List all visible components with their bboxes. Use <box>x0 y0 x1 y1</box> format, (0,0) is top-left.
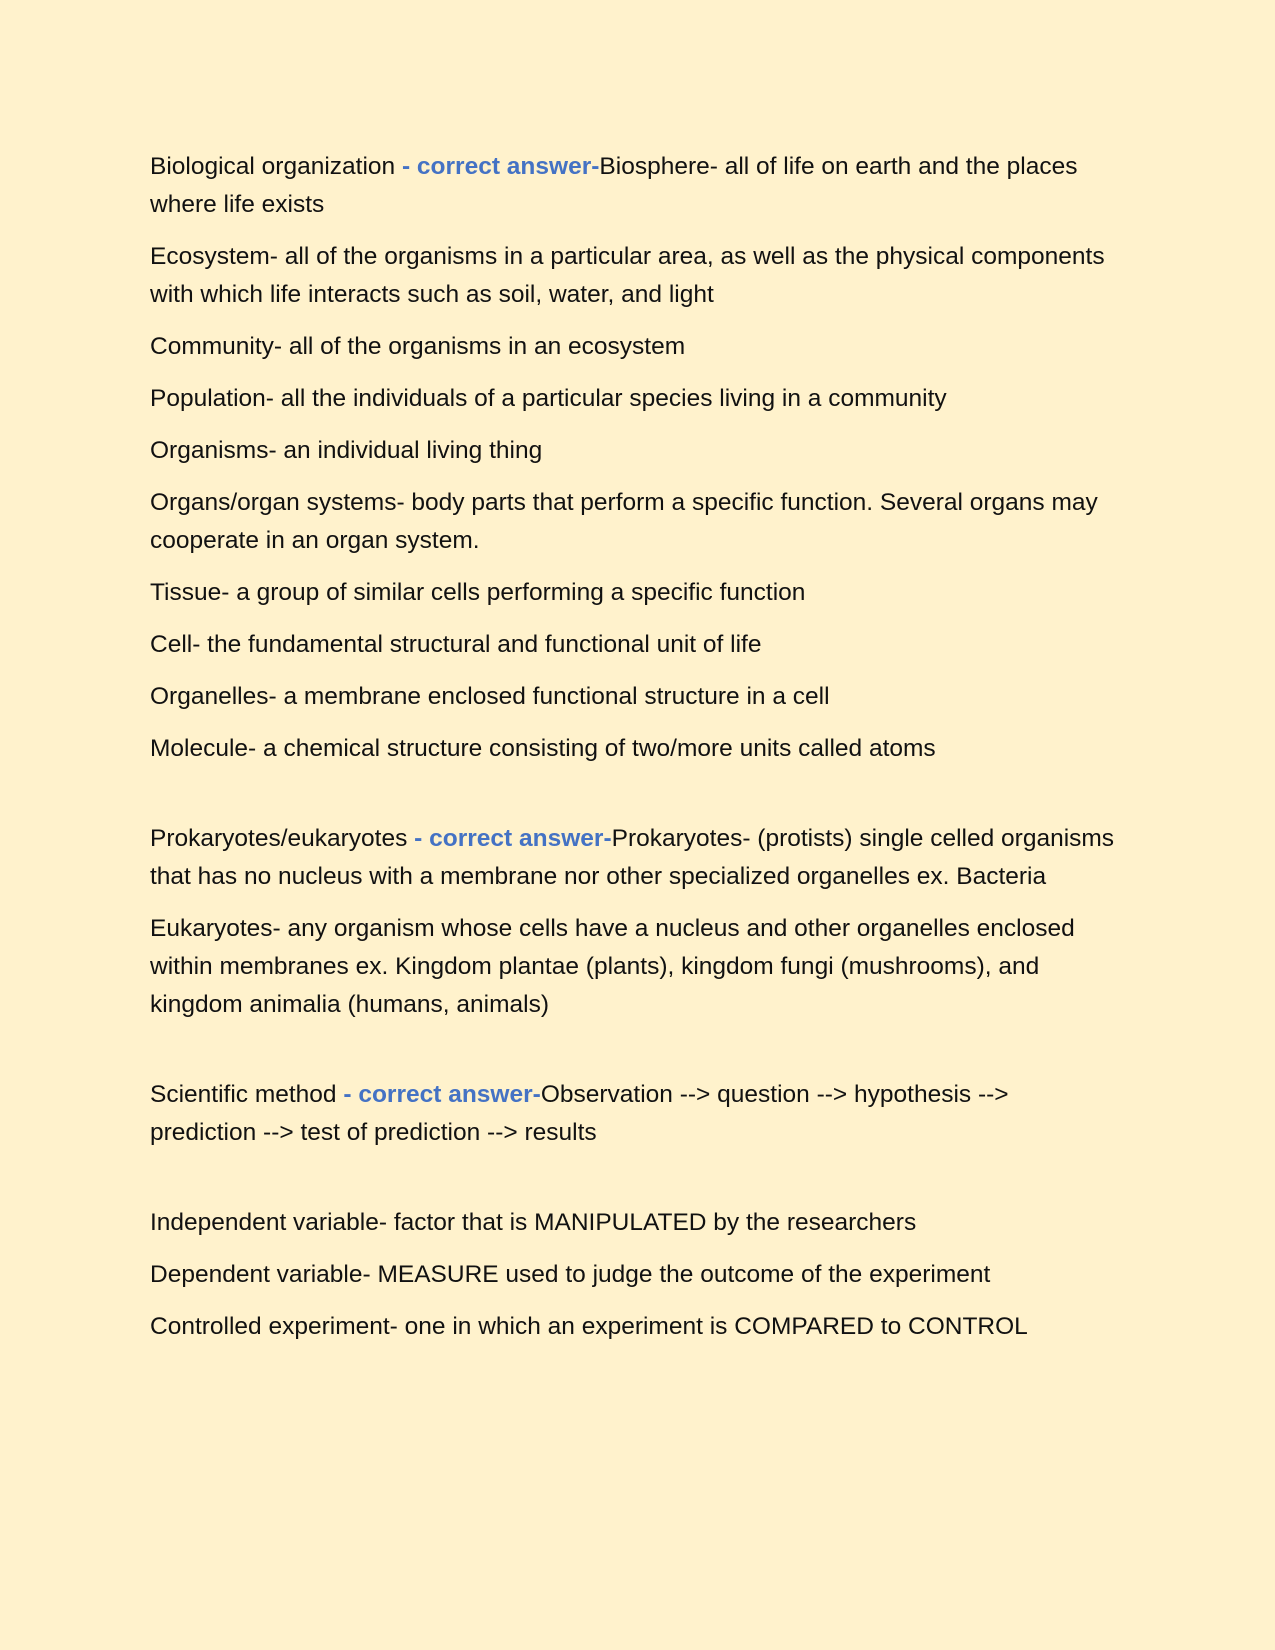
note-line: Controlled experiment- one in which an experiment is COMPARED to CONTROL <box>150 1313 1028 1340</box>
card-question-line <box>150 820 1115 896</box>
correct-answer-label: - correct answer- <box>407 825 612 852</box>
note-line: Dependent variable- MEASURE used to judge the outcome of the experiment <box>150 1261 991 1288</box>
answer-line: Organisms- an individual living thing <box>150 437 543 464</box>
answer-line: Tissue- a group of similar cells performing a specific function <box>150 579 806 606</box>
card-spacer <box>150 782 1115 820</box>
card-answer: Biosphere- all of life on earth and the places where life exists <box>150 153 1078 218</box>
answer-line: Population- all the individuals of a particular species living in a community <box>150 385 947 412</box>
card-spacer <box>150 1038 1115 1076</box>
answer-line: Organelles- a membrane enclosed functional structure in a cell <box>150 683 830 710</box>
card-spacer <box>150 1166 1115 1204</box>
card-term: Biological organization <box>150 153 396 180</box>
card-term: Scientific method <box>150 1081 337 1108</box>
correct-answer-label: - correct answer- <box>395 153 600 180</box>
answer-line: Eukaryotes- any organism whose cells have a nucleus and other organelles enclosed within membranes ex. Kingdom plantae (plants), kingdom fungi (mushrooms), and kingdom animalia (humans, animals) <box>150 915 1075 1018</box>
correct-answer-label: - correct answer- <box>336 1081 541 1108</box>
answer-line: Cell- the fundamental structural and functional unit of life <box>150 631 762 658</box>
answer-line: Molecule- a chemical structure consisting of two/more units called atoms <box>150 735 936 762</box>
note-line: Independent variable- factor that is MANIPULATED by the researchers <box>150 1209 917 1236</box>
card-question-line <box>150 148 1115 224</box>
answer-line: Ecosystem- all of the organisms in a particular area, as well as the physical components with which life interacts such as soil, water, and light <box>150 243 1105 308</box>
card-answer: Observation --> question --> hypothesis --> prediction --> test of prediction --> results <box>150 1081 1009 1146</box>
card-question-line <box>150 1076 1115 1152</box>
card-term: Prokaryotes/eukaryotes <box>150 825 408 852</box>
card-answer: Prokaryotes- (protists) single celled organisms that has no nucleus with a membrane nor other specialized organelles ex. Bacteria <box>150 825 1115 890</box>
document-page <box>150 148 1115 1360</box>
answer-line: Organs/organ systems- body parts that perform a specific function. Several organs may cooperate in an organ system. <box>150 489 1098 554</box>
answer-line: Community- all of the organisms in an ecosystem <box>150 333 686 360</box>
